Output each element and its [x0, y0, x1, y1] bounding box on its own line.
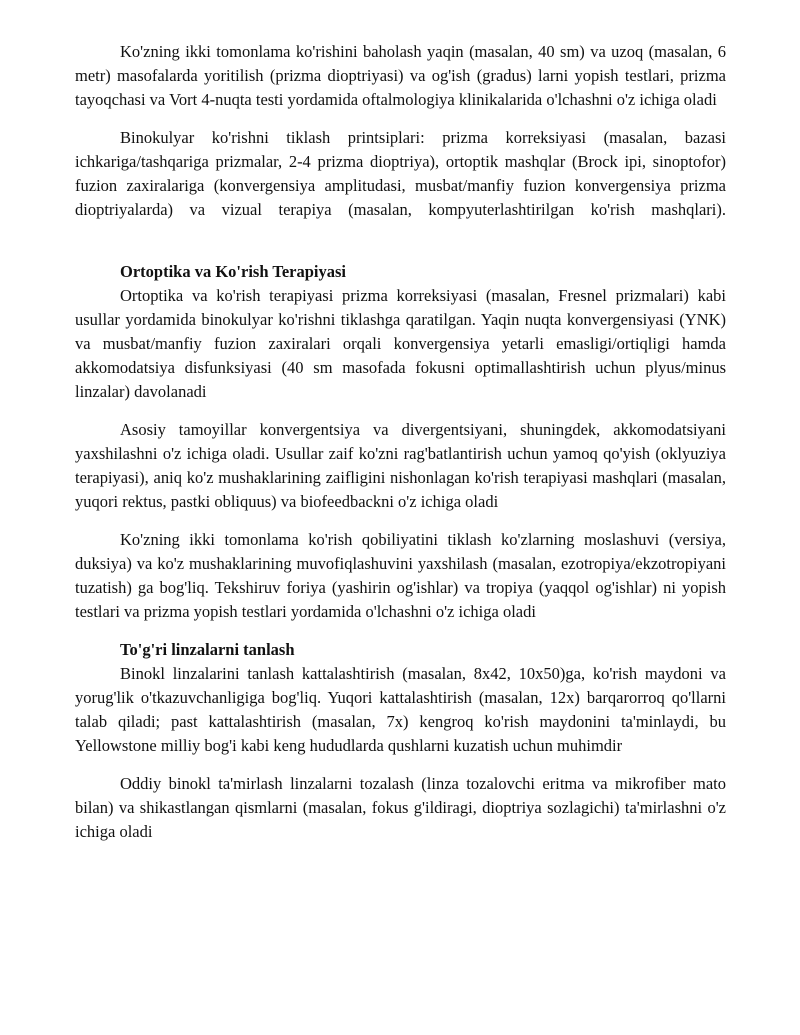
paragraph-lens-selection: Binokl linzalarini tanlash kattalashtirish (masalan, 8x42, 10x50)ga, ko'rish maydoni va yorug'lik o'tkazuvchanligiga bog'liq. Yuqori kattalashtirish (masalan, 12x) barqarorroq qo'llarni talab qiladi; past kattalashtirish (masalan, 7x) kengroq ko'rish maydonini ta'minlaydi, bu Yellowstone milliy bog'i kabi keng hududlarda qushlarni kuzatish uchun muhimdir: [75, 664, 726, 755]
heading-ortoptika: Ortoptika va Ko'rish Terapiyasi: [120, 262, 346, 281]
paragraph-ortoptika-intro: Ortoptika va ko'rish terapiyasi prizma korreksiyasi (masalan, Fresnel prizmalari) kabi usullar yordamida binokulyar ko'rishni tiklashga qaratilgan. Yaqin nuqta konvergensiyasi (YNK) va musbat/manfiy fuzion zaxiralari orqali konvergensiya yetarli emasligi/ortiqligi hamda akkomodatsiya disfunksiyasi (40 sm masofada fokusni optimallashtirish uchun plyus/minus linzalar) davolanadi: [75, 286, 726, 401]
heading-linzalar: To'g'ri linzalarni tanlash: [120, 640, 295, 659]
paragraph-ortoptika-restoration: Ko'zning ikki tomonlama ko'rish qobiliyatini tiklash ko'zlarning moslashuvi (versiya, duksiya) va ko'z mushaklarining muvofiqlashuvini yaxshilash (masalan, ezotropiya/ekzotropiyani tuzatish) ga bog'liq. Tekshiruv foriya (yashirin og'ishlar) va tropiya (yaqqol og'ishlar) ni yopish testlari va prizma yopish testlari yordamida o'lchashni o'z ichiga oladi: [75, 530, 726, 621]
paragraph-binocular-restoration: Binokulyar ko'rishni tiklash printsiplari: prizma korreksiyasi (masalan, bazasi ichkariga/tashqariga prizmalar, 2-4 prizma dioptriya), ortoptik mashqlar (Brock ipi, sinoptofor) fuzion zaxiralariga (konvergensiya amplitudasi, musbat/manfiy fuzion konvergensiya prizma dioptriyalarda) va vizual terapiya (masalan, kompyuterlashtirilgan ko'rish mashqlari).: [75, 128, 726, 219]
paragraph-binocular-assessment: Ko'zning ikki tomonlama ko'rishini baholash yaqin (masalan, 40 sm) va uzoq (masalan, 6 metr) masofalarda yoritilish (prizma dioptriyasi) va og'ish (gradus) larni yopish testlari, prizma tayoqchasi va Vort 4-nuqta testi yordamida oftalmologiya klinikalarida o'lchashni o'z ichiga oladi: [75, 42, 726, 109]
document-page: [75, 40, 726, 858]
section-spacer: [75, 236, 726, 260]
paragraph-binocular-repair: Oddiy binokl ta'mirlash linzalarni tozalash (linza tozalovchi eritma va mikrofiber mato bilan) va shikastlangan qismlarni (masalan, fokus g'ildiragi, dioptriya sozlagichi) ta'mirlashni o'z ichiga oladi: [75, 774, 726, 841]
paragraph-ortoptika-principles: Asosiy tamoyillar konvergentsiya va divergentsiyani, shuningdek, akkomodatsiyani yaxshilashni o'z ichiga oladi. Usullar zaif ko'zni rag'batlantirish uchun yamoq qo'yish (oklyuziya terapiyasi), aniq ko'z mushaklarining zaifligini nishonlagan ko'rish terapiyasi mashqlari (masalan, yuqori rektus, pastki obliquus) va biofeedbackni o'z ichiga oladi: [75, 420, 726, 511]
